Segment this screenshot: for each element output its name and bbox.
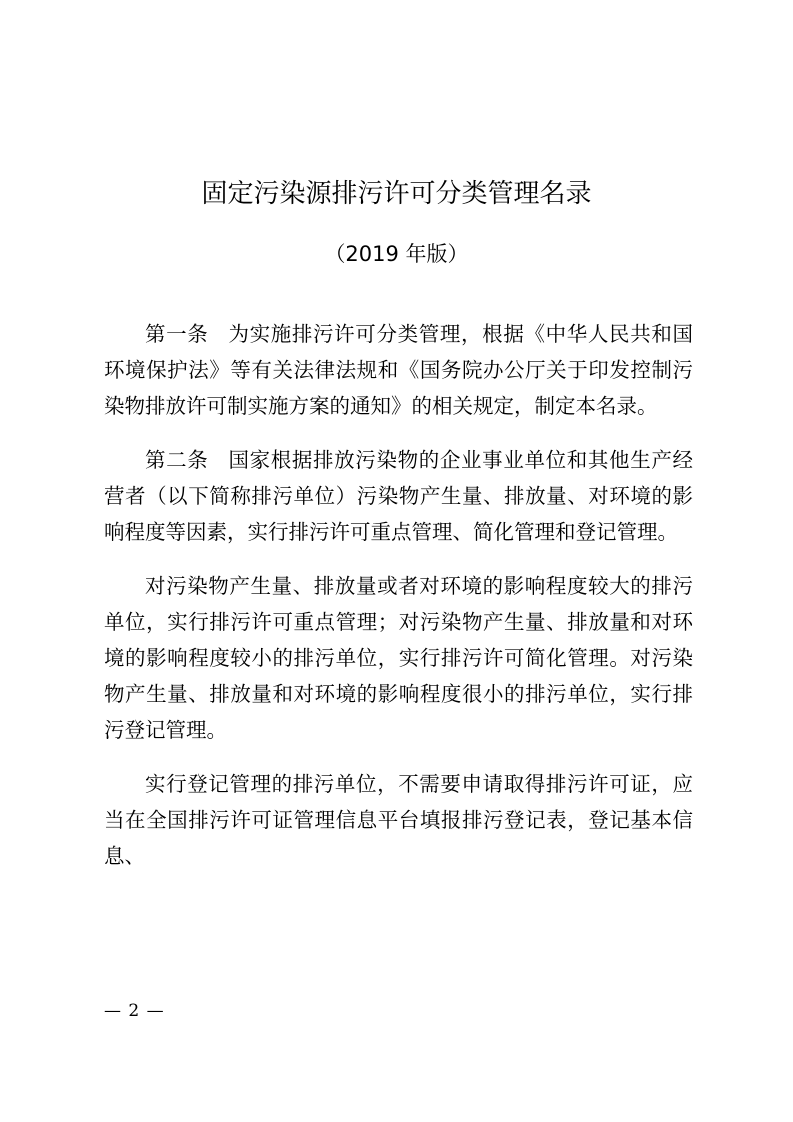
paragraph-text: 实行登记管理的排污单位，不需要申请取得排污许可证，应当在全国排污许可证管理信息平台填报排污登记表，登记基本信息、 — [104, 772, 693, 868]
paragraph-text: 国家根据排放污染物的企业事业单位和其他生产经营者（以下简称排污单位）污染物产生量、排放量、对环境的影响程度等因素，实行排污许可重点管理、简化管理和登记管理。 — [104, 448, 693, 544]
article-heading: 第一条 — [145, 322, 209, 346]
article-heading: 第二条 — [145, 448, 209, 472]
page-number: — 2 — — [104, 1001, 165, 1021]
paragraph-article-2 — [104, 442, 693, 550]
paragraph-text: 对污染物产生量、排放量或者对环境的影响程度较大的排污单位，实行排污许可重点管理；对污染物产生量、排放量和对环境的影响程度较小的排污单位，实行排污许可简化管理。对污染物产生量、排放量和对环境的影响程度很小的排污单位，实行排污登记管理。 — [104, 574, 693, 742]
paragraph-text: 为实施排污许可分类管理，根据《中华人民共和国环境保护法》等有关法律法规和《国务院办公厅关于印发控制污染物排放许可制实施方案的通知》的相关规定，制定本名录。 — [104, 322, 693, 418]
paragraph-article-1 — [104, 316, 693, 424]
document-body — [104, 316, 693, 874]
document-title: 固定污染源排污许可分类管理名录 — [201, 179, 592, 209]
paragraph-registration — [104, 766, 693, 874]
paragraph-management-levels — [104, 568, 693, 748]
document-subtitle: （2019 年版） — [324, 242, 469, 266]
